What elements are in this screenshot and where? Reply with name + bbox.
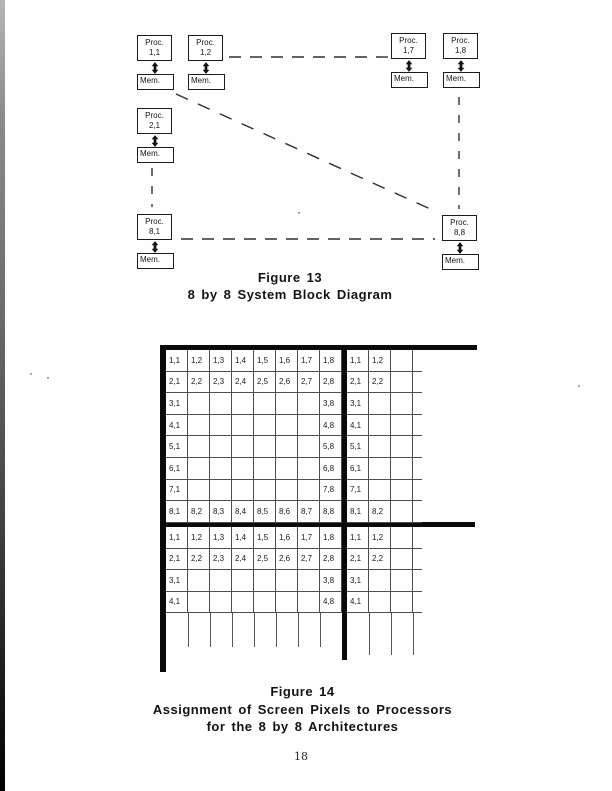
- proc-mem-unit-1-8: [443, 33, 480, 88]
- table-cell: [232, 570, 254, 592]
- table-cell: [254, 480, 276, 502]
- table-cell: 8,7: [298, 501, 320, 523]
- proc-mem-unit-2-1: [137, 108, 174, 163]
- dashed-link-diagonal: [176, 94, 437, 212]
- proc-label: Proc.: [451, 36, 470, 45]
- table-cell: 5,1: [166, 436, 188, 458]
- table-cell: [298, 436, 320, 458]
- mem-box: Mem.: [137, 74, 174, 90]
- figure13-caption: [130, 269, 450, 303]
- grid-overflow-line: [276, 613, 277, 647]
- proc-label: Proc.: [145, 38, 164, 47]
- bidirectional-arrow-icon: [443, 59, 478, 72]
- table-cell: 1,2: [188, 527, 210, 549]
- table-cell: 6,1: [166, 458, 188, 480]
- mem-box: Mem.: [188, 74, 225, 90]
- proc-box: [137, 214, 172, 240]
- table-cell: [369, 436, 391, 458]
- proc-box: [137, 108, 172, 134]
- table-cell: 4,8: [320, 592, 342, 614]
- table-stub-cell: [413, 501, 422, 523]
- figure13-caption-line1: Figure 13: [257, 270, 323, 285]
- table-cell: 8,4: [232, 501, 254, 523]
- proc-id: 2,1: [148, 121, 161, 130]
- proc-label: Proc.: [399, 36, 418, 45]
- mem-box: Mem.: [137, 147, 174, 163]
- grid-overflow-line: [413, 613, 414, 655]
- table-cell: 1,7: [298, 350, 320, 372]
- table-cell: 1,4: [232, 527, 254, 549]
- table-cell: [391, 436, 413, 458]
- table-cell: [210, 393, 232, 415]
- proc-label: Proc.: [145, 217, 164, 226]
- table-cell: [254, 415, 276, 437]
- proc-id: 1,8: [454, 46, 467, 55]
- table-cell: [254, 393, 276, 415]
- table-cell: [298, 393, 320, 415]
- table-cell: 1,1: [166, 350, 188, 372]
- table-cell: [391, 415, 413, 437]
- table-cell: [254, 570, 276, 592]
- table-cell: [369, 480, 391, 502]
- table-cell: 3,8: [320, 393, 342, 415]
- table-cell: 8,8: [320, 501, 342, 523]
- table-cell: [276, 592, 298, 614]
- scan-speck: [298, 212, 300, 214]
- proc-id: 1,2: [199, 48, 212, 57]
- table-cell: [369, 570, 391, 592]
- table-cell: [254, 458, 276, 480]
- scan-speck: [47, 377, 49, 379]
- table-cell: [298, 592, 320, 614]
- table-cell: 8,5: [254, 501, 276, 523]
- table-cell: [391, 592, 413, 614]
- proc-mem-unit-1-1: [137, 35, 174, 90]
- f14-lower-left-block: [166, 527, 342, 613]
- table-cell: 7,1: [347, 480, 369, 502]
- table-cell: 1,6: [276, 527, 298, 549]
- table-stub-cell: [413, 592, 422, 614]
- table-cell: 3,1: [347, 393, 369, 415]
- table-cell: 3,1: [166, 570, 188, 592]
- table-cell: [298, 415, 320, 437]
- table-cell: 2,2: [369, 372, 391, 394]
- table-cell: [276, 436, 298, 458]
- table-cell: 2,7: [298, 549, 320, 571]
- bidirectional-arrow-icon: [137, 61, 172, 74]
- table-cell: [391, 527, 413, 549]
- table-stub-cell: [413, 372, 422, 394]
- table-cell: [391, 501, 413, 523]
- mem-box: Mem.: [443, 72, 480, 88]
- table-cell: [232, 458, 254, 480]
- table-cell: [188, 415, 210, 437]
- table-stub-cell: [413, 415, 422, 437]
- scan-speck: [578, 385, 580, 387]
- table-cell: 2,1: [347, 372, 369, 394]
- table-stub-cell: [413, 570, 422, 592]
- table-cell: [232, 592, 254, 614]
- table-cell: 1,1: [166, 527, 188, 549]
- table-cell: 3,8: [320, 570, 342, 592]
- table-cell: 6,1: [347, 458, 369, 480]
- scan-speck: [30, 373, 32, 375]
- table-cell: 1,7: [298, 527, 320, 549]
- bidirectional-arrow-icon: [137, 240, 172, 253]
- table-cell: [232, 393, 254, 415]
- table-cell: 2,8: [320, 372, 342, 394]
- proc-box: [391, 33, 426, 59]
- f14-upper-left-block: [166, 350, 342, 523]
- table-cell: 2,8: [320, 549, 342, 571]
- grid-overflow-line: [369, 613, 370, 655]
- grid-overflow-line: [254, 613, 255, 647]
- table-cell: [254, 436, 276, 458]
- table-cell: 2,4: [232, 549, 254, 571]
- table-cell: [232, 415, 254, 437]
- table-cell: 1,8: [320, 527, 342, 549]
- table-cell: 2,6: [276, 549, 298, 571]
- table-cell: 8,2: [369, 501, 391, 523]
- figure14-caption-line2: Assignment of Screen Pixels to Processors: [152, 701, 453, 717]
- proc-label: Proc.: [450, 218, 469, 227]
- table-cell: 3,1: [166, 393, 188, 415]
- bidirectional-arrow-icon: [391, 59, 426, 72]
- table-stub-cell: [413, 458, 422, 480]
- proc-mem-unit-8-8: [442, 215, 479, 270]
- table-cell: 4,1: [347, 415, 369, 437]
- proc-id: 8,1: [148, 227, 161, 236]
- table-cell: [298, 480, 320, 502]
- table-cell: 1,6: [276, 350, 298, 372]
- mem-box: Mem.: [137, 253, 174, 269]
- table-cell: [188, 592, 210, 614]
- table-cell: 2,3: [210, 372, 232, 394]
- table-cell: [276, 570, 298, 592]
- table-cell: 8,2: [188, 501, 210, 523]
- table-cell: 1,2: [369, 527, 391, 549]
- table-cell: 8,3: [210, 501, 232, 523]
- table-cell: 1,1: [347, 527, 369, 549]
- table-cell: [391, 350, 413, 372]
- table-cell: 4,1: [166, 415, 188, 437]
- table-cell: [391, 393, 413, 415]
- table-cell: 2,1: [166, 372, 188, 394]
- grid-overflow-line: [320, 613, 321, 647]
- proc-label: Proc.: [145, 111, 164, 120]
- table-stub-cell: [413, 480, 422, 502]
- scan-edge-artifact: [0, 0, 5, 791]
- table-cell: [210, 436, 232, 458]
- table-cell: 2,1: [166, 549, 188, 571]
- table-cell: [210, 415, 232, 437]
- table-cell: [188, 436, 210, 458]
- table-cell: 5,1: [347, 436, 369, 458]
- table-cell: [369, 415, 391, 437]
- proc-mem-unit-1-2: [188, 35, 225, 90]
- table-cell: [369, 458, 391, 480]
- proc-box: [442, 215, 477, 241]
- f14-upper-right-block: [347, 350, 422, 523]
- table-cell: [298, 570, 320, 592]
- table-cell: 2,5: [254, 372, 276, 394]
- table-cell: 8,6: [276, 501, 298, 523]
- table-cell: 4,1: [166, 592, 188, 614]
- table-cell: 3,1: [347, 570, 369, 592]
- proc-box: [137, 35, 172, 61]
- proc-label: Proc.: [196, 38, 215, 47]
- f14-lower-right-block: [347, 527, 422, 613]
- bidirectional-arrow-icon: [137, 134, 172, 147]
- table-cell: [210, 592, 232, 614]
- table-cell: [391, 570, 413, 592]
- proc-mem-unit-1-7: [391, 33, 428, 88]
- table-cell: 1,3: [210, 527, 232, 549]
- table-cell: 7,8: [320, 480, 342, 502]
- table-cell: 2,5: [254, 549, 276, 571]
- table-stub-cell: [413, 436, 422, 458]
- table-cell: 2,3: [210, 549, 232, 571]
- table-cell: 5,8: [320, 436, 342, 458]
- table-stub-cell: [413, 527, 422, 549]
- table-cell: [232, 436, 254, 458]
- table-cell: 8,1: [347, 501, 369, 523]
- table-cell: [188, 458, 210, 480]
- table-cell: 1,3: [210, 350, 232, 372]
- table-stub-cell: [413, 393, 422, 415]
- table-cell: [391, 480, 413, 502]
- table-stub-cell: [413, 350, 422, 372]
- page-number: 18: [294, 750, 308, 763]
- table-cell: [188, 393, 210, 415]
- table-cell: [298, 458, 320, 480]
- table-cell: [391, 458, 413, 480]
- bidirectional-arrow-icon: [442, 241, 477, 254]
- figure14-caption-line1: Figure 14: [270, 684, 335, 699]
- table-cell: 1,5: [254, 527, 276, 549]
- table-cell: 2,4: [232, 372, 254, 394]
- table-stub-cell: [413, 549, 422, 571]
- table-cell: [210, 480, 232, 502]
- bidirectional-arrow-icon: [188, 61, 223, 74]
- table-cell: [276, 480, 298, 502]
- table-cell: [188, 480, 210, 502]
- mem-box: Mem.: [391, 72, 428, 88]
- table-cell: [276, 458, 298, 480]
- grid-overflow-line: [188, 613, 189, 647]
- table-cell: [232, 480, 254, 502]
- table-cell: 8,1: [166, 501, 188, 523]
- table-cell: [276, 415, 298, 437]
- figure13-caption-line2: 8 by 8 System Block Diagram: [187, 287, 393, 302]
- table-cell: 7,1: [166, 480, 188, 502]
- table-cell: 1,1: [347, 350, 369, 372]
- mem-box: Mem.: [442, 254, 479, 270]
- table-cell: 4,8: [320, 415, 342, 437]
- figure14-caption-line3: for the 8 by 8 Architectures: [206, 719, 399, 734]
- proc-id: 1,1: [148, 48, 161, 57]
- table-cell: [369, 592, 391, 614]
- figure14-caption: [145, 683, 460, 736]
- proc-id: 8,8: [453, 228, 466, 237]
- table-cell: 1,2: [188, 350, 210, 372]
- table-cell: 1,4: [232, 350, 254, 372]
- proc-box: [443, 33, 478, 59]
- grid-overflow-line: [391, 613, 392, 655]
- proc-box: [188, 35, 223, 61]
- table-cell: [210, 570, 232, 592]
- table-cell: 2,7: [298, 372, 320, 394]
- table-cell: 1,5: [254, 350, 276, 372]
- table-cell: 2,1: [347, 549, 369, 571]
- proc-mem-unit-8-1: [137, 214, 174, 269]
- table-cell: 1,2: [369, 350, 391, 372]
- grid-overflow-line: [210, 613, 211, 647]
- table-cell: 2,2: [369, 549, 391, 571]
- table-cell: 2,2: [188, 549, 210, 571]
- table-cell: 2,6: [276, 372, 298, 394]
- table-cell: [391, 372, 413, 394]
- table-cell: 6,8: [320, 458, 342, 480]
- table-cell: 1,8: [320, 350, 342, 372]
- table-cell: [210, 458, 232, 480]
- table-cell: [369, 393, 391, 415]
- table-cell: 2,2: [188, 372, 210, 394]
- table-cell: [188, 570, 210, 592]
- table-cell: [276, 393, 298, 415]
- table-cell: [391, 549, 413, 571]
- table-cell: 4,1: [347, 592, 369, 614]
- table-cell: [254, 592, 276, 614]
- grid-overflow-line: [298, 613, 299, 647]
- grid-overflow-line: [232, 613, 233, 647]
- proc-id: 1,7: [402, 46, 415, 55]
